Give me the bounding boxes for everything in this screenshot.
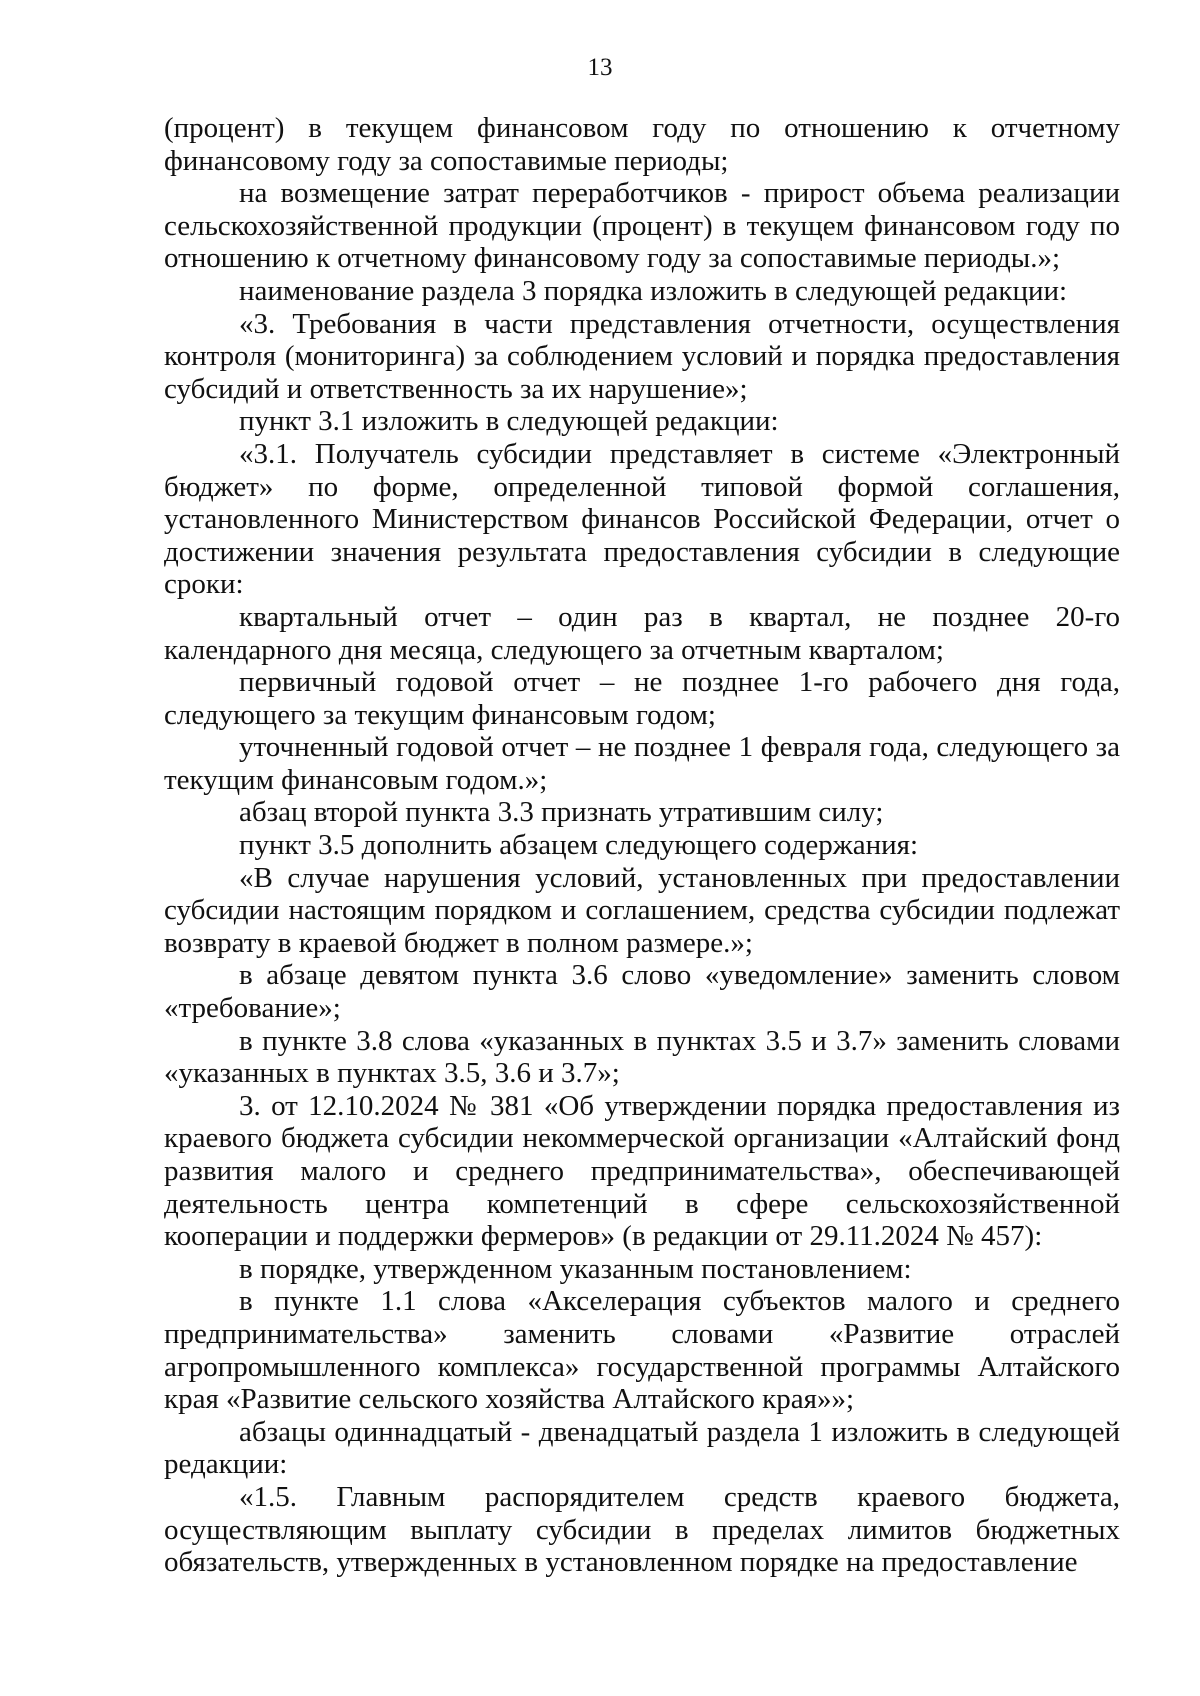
paragraph: 3. от 12.10.2024 № 381 «Об утверждении порядка предоставления из краевого бюджета субсидии некоммерческой организации «Алтайский фонд развития малого и среднего предпринимательства», обеспечивающей деятельность центра компетенций в сфере сельскохозяйственной кооперации и поддержки фермеров» (в редакции от 29.11.2024 № 457): (164, 1089, 1120, 1253)
paragraph: в порядке, утвержденном указанным постановлением: (239, 1252, 912, 1285)
paragraph: первичный годовой отчет – не позднее 1-го рабочего дня года, следующего за текущим финансовым годом; (164, 666, 1120, 731)
paragraph: (процент) в текущем финансовом году по отношению к отчетному финансовому году за сопоставимые периоды; (164, 112, 1120, 177)
paragraph: «В случае нарушения условий, установленных при предоставлении субсидии настоящим порядком и соглашением, средства субсидии подлежат возврату в краевой бюджет в полном размере.»; (164, 861, 1120, 959)
paragraph: уточненный годовой отчет – не позднее 1 февраля года, следующего за текущим финансовым годом.»; (164, 731, 1120, 796)
paragraph: «3. Требования в части представления отчетности, осуществления контроля (мониторинга) за соблюдением условий и порядка предоставления субсидий и ответственность за их нарушение»; (164, 307, 1120, 405)
paragraph: наименование раздела 3 порядка изложить в следующей редакции: (239, 274, 1068, 307)
paragraph: квартальный отчет – один раз в квартал, не позднее 20-го календарного дня месяца, следующего за отчетным кварталом; (164, 600, 1120, 666)
paragraph: на возмещение затрат переработчиков - прирост объема реализации сельскохозяйственной продукции (процент) в текущем финансовом году по отношению к отчетному финансовому году за сопоставимые периоды.»; (164, 177, 1120, 275)
paragraph: в абзаце девятом пункта 3.6 слово «уведомление» заменить словом «требование»; (164, 959, 1120, 1025)
paragraph: абзац второй пункта 3.3 признать утратившим силу; (239, 796, 884, 829)
document-body (164, 112, 1120, 1579)
paragraph: «1.5. Главным распорядителем средств краевого бюджета, осуществляющим выплату субсидии в пределах лимитов бюджетных обязательств, утвержденных в установленном порядке на предоставление (164, 1480, 1120, 1579)
paragraph: в пункте 1.1 слова «Акселерация субъектов малого и среднего предпринимательства» заменить словами «Развитие отраслей агропромышленного комплекса» государственной программы Алтайского края «Развитие сельского хозяйства Алтайского края»»; (164, 1285, 1120, 1416)
paragraph: «3.1. Получатель субсидии представляет в системе «Электронный бюджет» по форме, определенной типовой формой соглашения, установленного Министерством финансов Российской Федерации, отчет о достижении значения результата предоставления субсидии в следующие сроки: (164, 437, 1120, 601)
paragraph: в пункте 3.8 слова «указанных в пунктах 3.5 и 3.7» заменить словами «указанных в пунктах 3.5, 3.6 и 3.7»; (164, 1024, 1120, 1090)
paragraph: абзацы одиннадцатый - двенадцатый раздела 1 изложить в следующей редакции: (164, 1415, 1120, 1481)
paragraph: пункт 3.1 изложить в следующей редакции: (239, 405, 779, 438)
paragraph: пункт 3.5 дополнить абзацем следующего содержания: (239, 829, 919, 862)
page-number: 13 (587, 54, 613, 81)
